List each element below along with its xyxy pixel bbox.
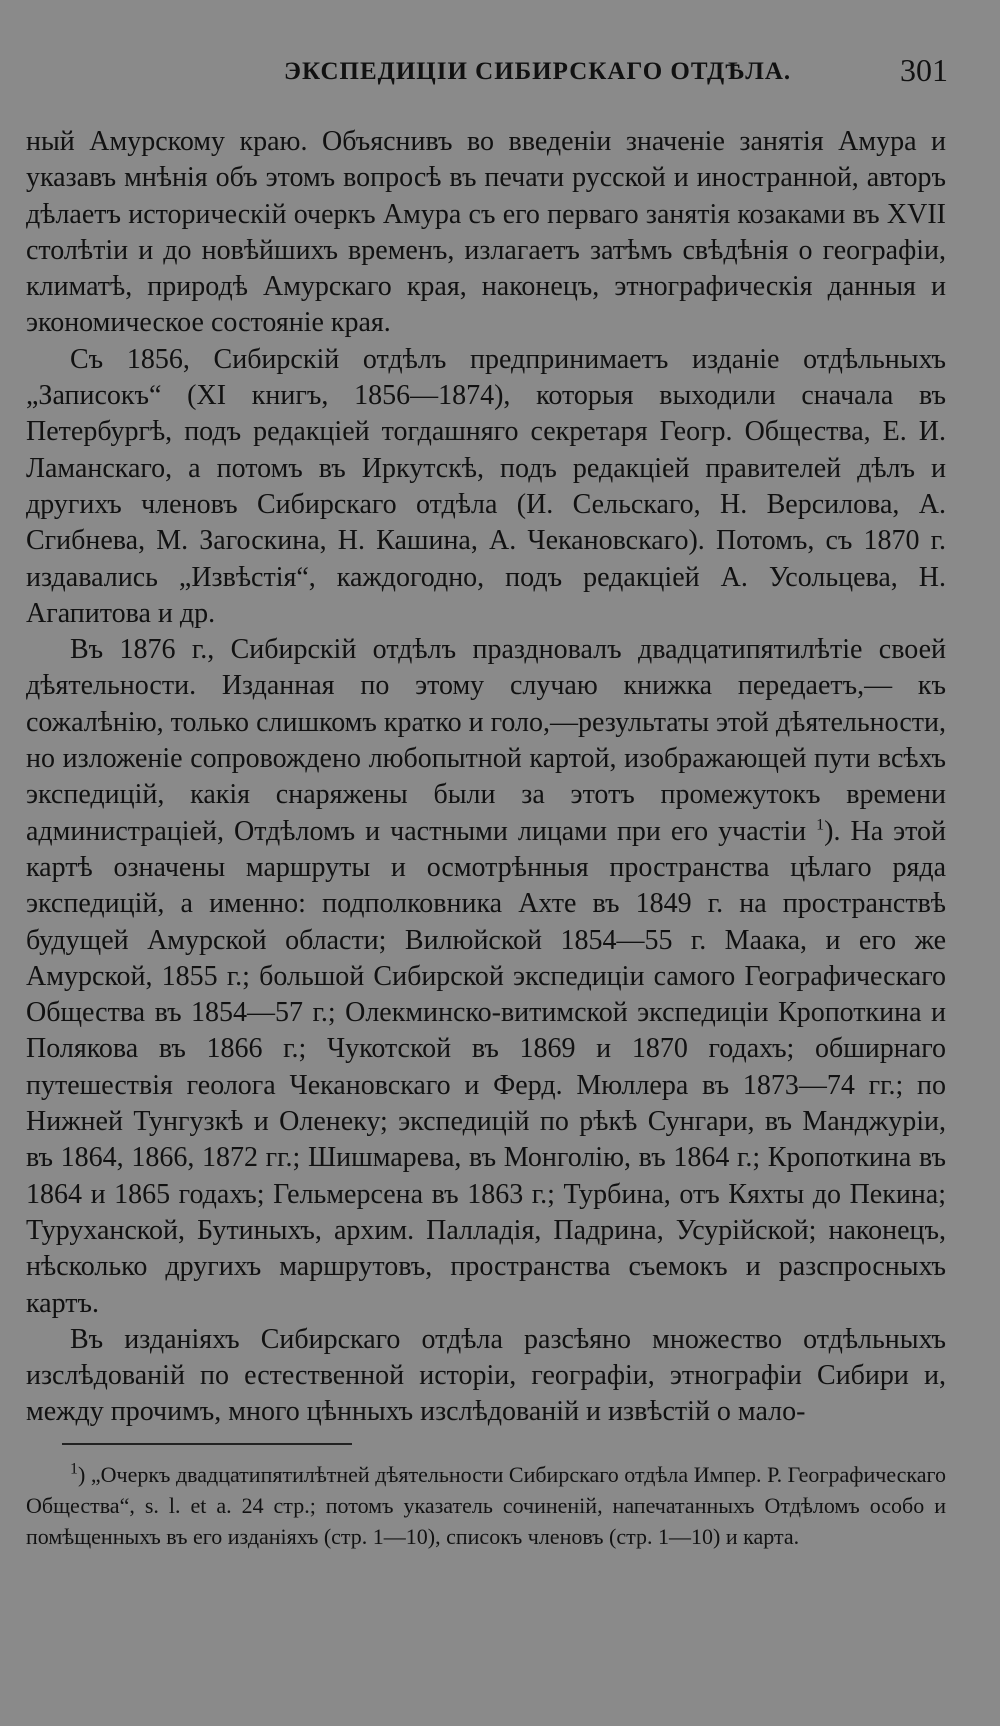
page-number: 301 [900,52,948,88]
paragraph-2: Съ 1856, Сибирскій отдѣлъ предпринимаетъ изданіе отдѣльныхъ „Записокъ“ (XI книгъ, 1856—1874), которыя выходили сначала въ Петербургѣ, подъ редакціей тогдашняго секретаря Геогр. Общества, Е. И. Ламанскаго, а потомъ въ Иркутскѣ, подъ редакціей правителей дѣлъ и другихъ членовъ Сибирскаго отдѣла (И. Сельскаго, Н. Версилова, А. Сгибнева, М. Загоскина, Н. Кашина, А. Чекановскаго). Потомъ, съ 1870 г. издавались „Извѣстія“, каждогодно, подъ редакціей А. Усольцева, Н. Агапитова и др. [26,343,946,629]
footnote-marker: 1 [70,1460,78,1478]
paragraph-3-text: Въ 1876 г., Сибирскій отдѣлъ праздновалъ двадцатипятилѣтіе своей дѣятельности. Изданная по этому случаю книжка передаетъ,— къ сожалѣнію, только слишкомъ кратко и голо,—результаты этой дѣятельности, но изложеніе сопровождено любопытной картой, изображающей пути всѣхъ экспедицій, какія снаряжены были за этотъ промежутокъ времени администраціей, Отдѣломъ и частными лицами при его участіи [26,634,946,847]
footnotes [26,1459,946,1552]
paragraph-1: ный Амурскому краю. Объяснивъ во введеніи значеніе занятія Амура и указавъ мнѣнія объ этомъ вопросѣ въ печати русской и иностранной, авторъ дѣлаетъ историческій очеркъ Амура съ его перваго занятія козаками въ XVII столѣтіи и до новѣйшихъ временъ, излагаетъ затѣмъ свѣдѣнія о географіи, климатѣ, природѣ Амурскаго края, наконецъ, этнографическія данныя и экономическое состояніе края. [26,126,946,339]
paragraph-4: Въ изданіяхъ Сибирскаго отдѣла разсѣяно множество отдѣльныхъ изслѣдованій по естественной исторіи, географіи, этнографіи Сибири и, между прочимъ, много цѣнныхъ изслѣдованій и извѣстій о мало- [26,1323,946,1428]
footnote-divider [62,1443,352,1445]
page-header [26,0,960,110]
footnote-text: ) „Очеркъ двадцатипятилѣтней дѣятельности Сибирскаго отдѣла Импер. Р. Географическаго Общества“, s. l. et a. 24 стр.; потомъ указатель сочиненій, напечатанныхъ Отдѣломъ особо и помѣщенныхъ въ его изданіяхъ (стр. 1—10), списокъ членовъ (стр. 1—10) и карта. [26,1461,946,1549]
paragraph-3-continuation: ). На этой картѣ означены маршруты и осмотрѣнныя пространства цѣлаго ряда экспедицій, а именно: подполковника Ахте въ 1849 г. на пространствѣ будущей Амурской области; Вилюйской 1854—55 г. Маака, и его же Амурской, 1855 г.; большой Сибирской экспедиціи самого Географическаго Общества въ 1854—57 г.; Олекминско-витимской экспедиціи Кропоткина и Полякова въ 1866 г.; Чукотской въ 1869 и 1870 годахъ; обширнаго путешествія геолога Чекановскаго и Ферд. Мюллера въ 1873—74 гг.; по Нижней Тунгузкѣ и Оленеку; экспедицій по рѣкѣ Сунгари, въ Манджуріи, въ 1864, 1866, 1872 гг.; Шишмарева, въ Монголію, въ 1864 г.; Кропоткина въ 1864 и 1865 годахъ; Гельмерсена въ 1863 г.; Турбина, отъ Кяхты до Пекина; Туруханской, Бутиныхъ, архим. Палладія, Падрина, Усурійской; наконецъ, нѣсколько другихъ маршрутовъ, пространства съемокъ и разспросныхъ картъ. [26,815,947,1319]
footnote-1 [26,1459,946,1552]
body-text [26,124,946,1431]
paragraph-3 [26,632,946,1322]
footnote-reference[interactable]: 1 [816,816,825,834]
running-title: ЭКСПЕДИЦІИ СИБИРСКАГО ОТДѢЛА. [284,58,792,85]
